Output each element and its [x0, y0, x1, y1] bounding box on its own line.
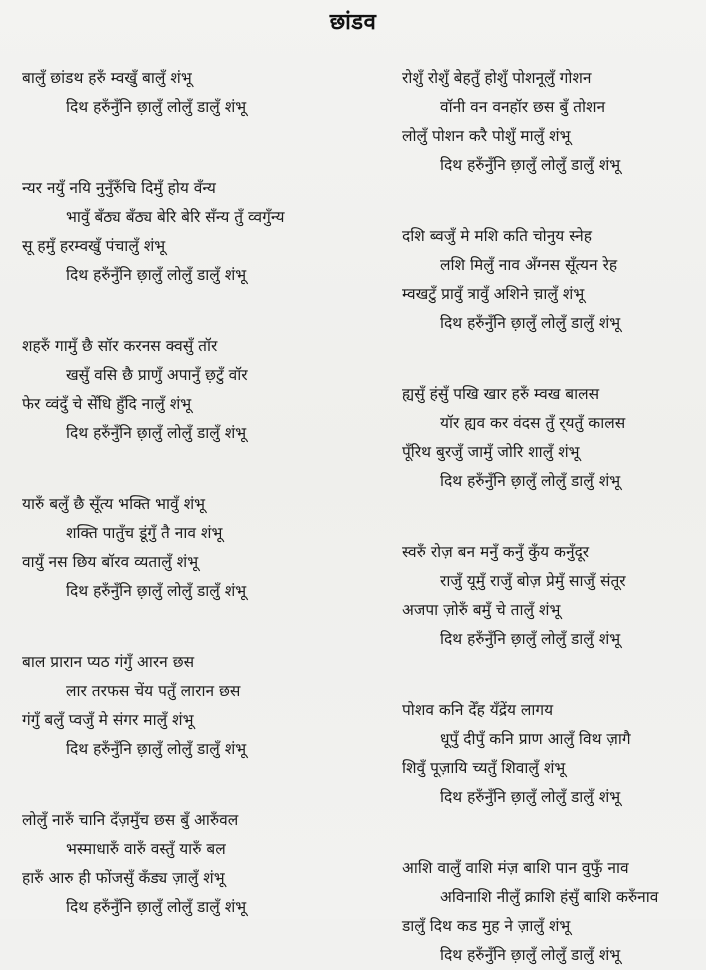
verse-line: भस्माधारुँ वारुँ वस्तुँ यारुँ बल: [66, 840, 226, 858]
verse-line: वॉनी वन वनहॉर छस बुँ तोशन: [440, 98, 606, 116]
verse-line: दिथ हरुँनुँनि छ़ालुँ लोलुँ डालुँ शंभू: [440, 788, 621, 806]
verse-line: ह्यसुँ हंसुँ पखि खार हरुँ म्वख बालस: [402, 385, 600, 403]
verse-line: दिथ हरुँनुँनि छ़ालुँ लोलुँ डालुँ शंभू: [440, 630, 621, 648]
verse-line: दिथ हरुँनुँनि छ़ालुँ लोलुँ डालुँ शंभू: [440, 156, 621, 174]
verse-line: अजपा ज़ोरुँ बमुँ चे तालुँ शंभू: [402, 601, 561, 619]
verse-line: दशि ब्वजुँ मे मशि कति चोनुय स्नेह: [402, 227, 592, 245]
verse-line: यॉर ह्यव कर वंदस तुँ र्‌यतुँ कालस: [440, 414, 626, 432]
verse-line: धूपुँ दीपुँ कनि प्राण आलुँ विथ ज़ागै: [440, 730, 631, 748]
right-column: [402, 64, 702, 970]
verse-line: म्वखटुँ प्रावुँ त्रावुँ अशिने च़ालुँ शंभू: [402, 285, 585, 303]
stanza: [22, 64, 352, 122]
verse-line: दिथ हरुँनुँनि छ़ालुँ लोलुँ डालुँ शंभू: [66, 582, 247, 600]
verse-line: बालुँ छांडथ हरुँ म्वखुँ बालुँ शंभू: [22, 69, 192, 87]
verse-line: बाल प्रारान प्यठ गंगुँ आरन छस: [22, 653, 195, 671]
verse-line: फेर व्वंदुँ चे सेँधि हुँदि नालुँ शंभू: [22, 395, 192, 413]
verse-line: दिथ हरुँनुँनि छ़ालुँ लोलुँ डालुँ शंभू: [66, 740, 247, 758]
stanza: [402, 380, 702, 496]
verse-line: पूँरिथ बुरजुँ जामुँ जोरि शालुँ शंभू: [402, 443, 580, 461]
page-title: छांडव: [329, 10, 377, 35]
stanza: [402, 64, 702, 180]
verse-line: दिथ हरुँनुँनि छ़ालुँ लोलुँ डालुँ शंभू: [66, 98, 247, 116]
verse-line: न्यर नयुँ नयि नुनुँरुँचि दिमुँ होय वँन्य: [22, 179, 216, 197]
stanza: [22, 806, 352, 922]
verse-line: सू हमुँ हरम्वखुँ पंचालुँ शंभू: [22, 237, 166, 255]
verse-line: अविनाशि नीलुँ क्राशि हंसुँ बाशि करुँनाव: [440, 888, 659, 906]
verse-line: स्वरुँ रोज़ बन मनुँ कनुँ कुँय कनुँदूर: [402, 543, 590, 561]
verse-line: दिथ हरुँनुँनि छ़ालुँ लोलुँ डालुँ शंभू: [440, 946, 621, 964]
verse-line: लार तरफस चेंय पतुँ लारान छस: [66, 682, 241, 700]
verse-line: रोशुँ रोशुँ बेहतुँ होशुँ पोशनूलुँ गोशन: [402, 69, 592, 87]
verse-line: दिथ हरुँनुँनि छ़ालुँ लोलुँ डालुँ शंभू: [440, 472, 621, 490]
verse-line: राजुँ यूमुँ राजुँ बोज़ प्रेमुँ साजुँ संतूर: [440, 572, 626, 590]
verse-line: हारुँ आरु ही फोंजसुँ कँड्य ज़ालुँ शंभू: [22, 869, 225, 887]
verse-line: यारुँ बलुँ छै सूँत्य भक्ति भावुँ शंभू: [22, 495, 206, 513]
verse-line: डालुँ दिथ कड मुह ने ज़ालुँ शंभू: [402, 917, 571, 935]
left-column: [22, 64, 352, 922]
stanza: [22, 648, 352, 764]
verse-line: दिथ हरुँनुँनि छ़ालुँ लोलुँ डालुँ शंभू: [440, 314, 621, 332]
stanza: [22, 332, 352, 448]
verse-line: शहरुँ गामुँ छै सॉर करनस क्वसुँ तॉर: [22, 337, 218, 355]
verse-line: शक्ति पातुँच डूंगुँ तै नाव शंभू: [66, 524, 223, 542]
verse-line: लोलुँ नारुँ चानि दँज़मुँच छस बुँ आरुँवल: [22, 811, 239, 829]
verse-line: पोशव कनि देँह यँद्रेंय लागय: [402, 701, 554, 719]
stanza: [22, 174, 352, 290]
verse-line: भावुँ बँठ्य बँठ्य बेरि बेरि सँन्य तुँ व्वगुँन्य: [66, 208, 285, 226]
verse-line: खसुँ वसि छै प्राणुँ अपानुँ छ़टुँ वॉर: [66, 366, 248, 384]
stanza: [402, 222, 702, 338]
stanza: [402, 696, 702, 812]
verse-line: गंगुँ बलुँ प्वजुँ मे संगर मालुँ शंभू: [22, 711, 194, 729]
verse-line: दिथ हरुँनुँनि छ़ालुँ लोलुँ डालुँ शंभू: [66, 266, 247, 284]
verse-line: लशि मिलुँ नाव अँग्नस सूँत्यन रेह: [440, 256, 618, 274]
verse-line: लोलुँ पोशन करै पोशुँ मालुँ शंभू: [402, 127, 571, 145]
stanza: [22, 490, 352, 606]
verse-line: दिथ हरुँनुँनि छ़ालुँ लोलुँ डालुँ शंभू: [66, 898, 247, 916]
stanza: [402, 854, 702, 970]
verse-line: दिथ हरुँनुँनि छ़ालुँ लोलुँ डालुँ शंभू: [66, 424, 247, 442]
verse-line: शिवुँ पूज़ायि च्यतुँ शिवालुँ शंभू: [402, 759, 566, 777]
verse-line: वायुँ नस छिय बॉरव व्यतालुँ शंभू: [22, 553, 199, 571]
stanza: [402, 538, 702, 654]
verse-line: आशि वालुँ वाशि मंज़ बाशि पान वुफुँ नाव: [402, 859, 629, 877]
